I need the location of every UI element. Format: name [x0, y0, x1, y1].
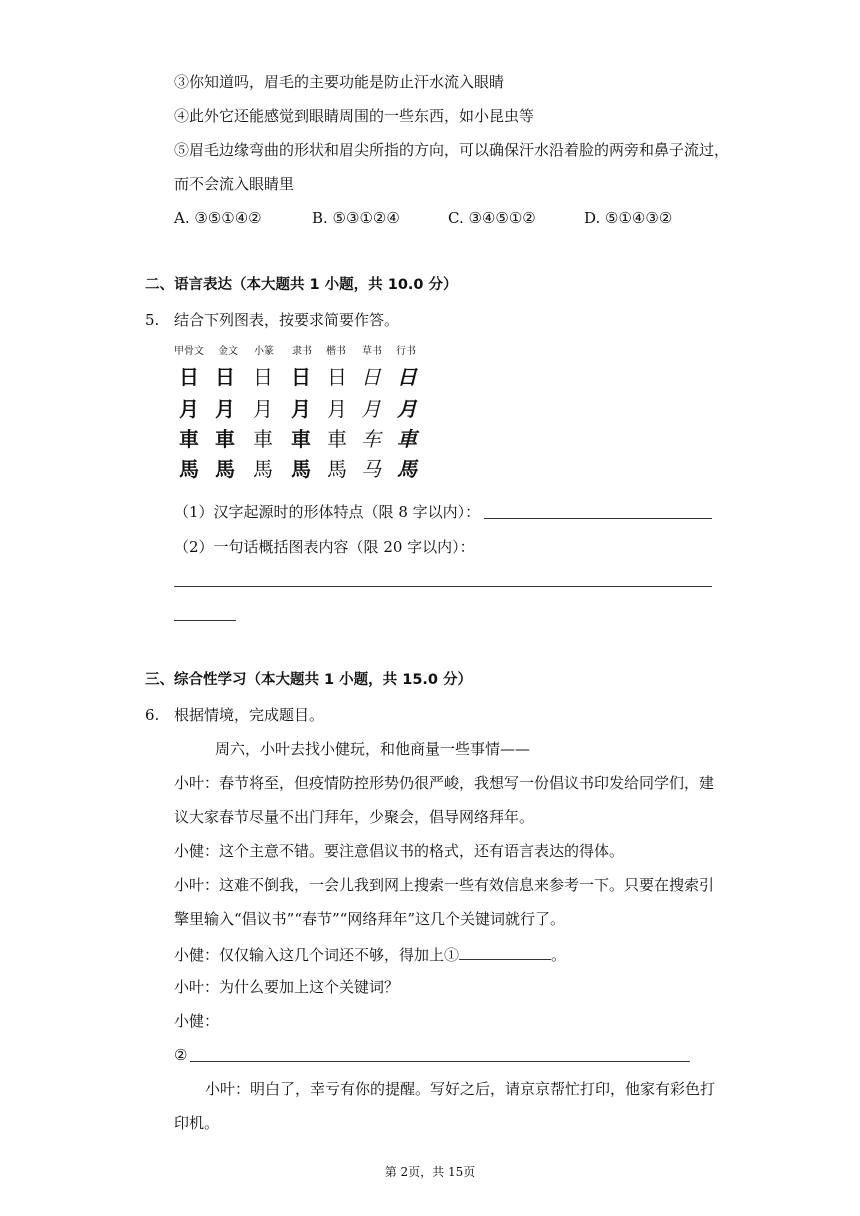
- option-d[interactable]: D. ⑤①④③②: [584, 209, 673, 227]
- q5-text: 结合下列图表，按要求简要作答。: [174, 311, 400, 329]
- header-seal: 小篆: [254, 346, 274, 357]
- glyph-ma-bronze: 馬: [215, 457, 235, 481]
- dialogue-4: [174, 943, 566, 965]
- q4-options: [174, 208, 714, 228]
- q4-item-3: ③你知道吗，眉毛的主要功能是防止汗水流入眼睛: [174, 73, 505, 91]
- glyph-ri-running: 日: [397, 365, 417, 389]
- q5-sub1-answer-line[interactable]: [484, 518, 712, 519]
- dialogue-6-answer: [174, 1045, 187, 1065]
- q5-sub1: [174, 502, 480, 522]
- q5-number: 5.: [145, 311, 160, 329]
- dialogue-1-line2: 议大家春节尽量不出门拜年，少聚会，倡导网络拜年。: [174, 808, 535, 826]
- glyph-che-cursive: 车: [361, 427, 381, 451]
- header-cursive: 草书: [362, 346, 382, 357]
- glyph-ri-cursive: 日: [361, 365, 381, 389]
- glyph-che-clerical: 車: [291, 427, 311, 451]
- glyph-che-regular: 車: [327, 427, 347, 451]
- glyph-yue-running: 月: [397, 397, 417, 421]
- q4-item-5-line1: ⑤眉毛边缘弯曲的形状和眉尖所指的方向，可以确保汗水沿着脸的两旁和鼻子流过，: [174, 141, 730, 159]
- glyph-ma-seal: 馬: [253, 457, 273, 481]
- q5-sub1-label: （1）汉字起源时的形体特点（限 8 字以内）：: [174, 503, 481, 521]
- glyph-che-bronze: 車: [215, 427, 235, 451]
- glyph-yue-clerical: 月: [291, 397, 311, 421]
- q6-number: 6.: [145, 706, 160, 724]
- page-footer: 第 2页，共 15页: [384, 1165, 476, 1179]
- script-evolution-table: [174, 342, 424, 484]
- section-3-heading: 三、综合性学习（本大题共 1 小题，共 15.0 分）: [145, 672, 473, 688]
- q5-sub2-label: （2）一句话概括图表内容（限 20 字以内）：: [174, 538, 475, 556]
- glyph-che-seal: 車: [253, 427, 273, 451]
- option-a[interactable]: A. ③⑤①④②: [174, 209, 262, 227]
- glyph-ma-running: 馬: [397, 457, 417, 481]
- glyph-ri-bronze: 日: [215, 365, 235, 389]
- dialogue-7-line2: 印机。: [174, 1114, 220, 1132]
- section-2-heading: 二、语言表达（本大题共 1 小题，共 10.0 分）: [145, 277, 458, 293]
- glyph-yue-oracle: 月: [179, 397, 199, 421]
- q4-item-5-line2: 而不会流入眼睛里: [174, 175, 295, 193]
- q5-sub2-answer-line-2[interactable]: [174, 620, 236, 621]
- glyph-ri-oracle: 日: [179, 365, 199, 389]
- dialogue-1-line1: 小叶：春节将至，但疫情防控形势仍很严峻，我想写一份倡议书印发给同学们，建: [174, 774, 715, 792]
- header-clerical: 隶书: [292, 346, 312, 357]
- glyph-che-oracle: 車: [179, 427, 199, 451]
- q6-intro: 周六，小叶去找小健玩，和他商量一些事情——: [215, 740, 531, 758]
- glyph-ri-clerical: 日: [291, 365, 311, 389]
- glyph-ma-clerical: 馬: [291, 457, 311, 481]
- dialogue-3-line1: 小叶：这难不倒我，一会儿我到网上搜索一些有效信息来参考一下。只要在搜索引: [174, 876, 715, 894]
- q6-text: 根据情境，完成题目。: [174, 706, 325, 724]
- header-oracle: 甲骨文: [174, 346, 204, 357]
- glyph-ri-seal: 日: [253, 365, 273, 389]
- dialogue-6-speaker: 小健：: [174, 1012, 220, 1030]
- glyph-ma-oracle: 馬: [179, 457, 199, 481]
- glyph-yue-cursive: 月: [361, 397, 381, 421]
- option-b[interactable]: B. ⑤③①②④: [312, 209, 400, 227]
- dialogue-7-line1: 小叶：明白了，幸亏有你的提醒。写好之后，请京京帮忙打印，他家有彩色打: [205, 1080, 716, 1098]
- option-c[interactable]: C. ③④⑤①②: [448, 209, 536, 227]
- header-running: 行书: [396, 346, 416, 357]
- blank-1[interactable]: [459, 943, 551, 960]
- glyph-yue-regular: 月: [327, 397, 347, 421]
- dialogue-3-line2: 擎里输入“倡议书”“春节”“网络拜年”这几个关键词就行了。: [174, 910, 566, 928]
- dialogue-4-text: 小健：仅仅输入这几个词还不够，得加上①: [174, 946, 460, 964]
- dialogue-4-end: 。: [551, 946, 567, 964]
- glyph-yue-seal: 月: [253, 397, 273, 421]
- blank-2-answer-line[interactable]: [190, 1061, 690, 1062]
- dialogue-5: 小叶：为什么要加上这个关键词？: [174, 978, 400, 996]
- glyph-yue-bronze: 月: [215, 397, 235, 421]
- header-regular: 楷书: [326, 346, 346, 357]
- glyph-ri-regular: 日: [327, 365, 347, 389]
- q5-sub2-answer-line-1[interactable]: [174, 586, 712, 587]
- dialogue-2: 小健：这个主意不错。要注意倡议书的格式，还有语言表达的得体。: [174, 842, 625, 860]
- q4-item-4: ④此外它还能感觉到眼睛周围的一些东西，如小昆虫等: [174, 107, 535, 125]
- glyph-ma-regular: 馬: [327, 457, 347, 481]
- blank-2-marker: ②: [174, 1046, 188, 1064]
- header-bronze: 金文: [218, 346, 238, 357]
- glyph-che-running: 車: [397, 427, 417, 451]
- glyph-ma-cursive: 马: [361, 457, 381, 481]
